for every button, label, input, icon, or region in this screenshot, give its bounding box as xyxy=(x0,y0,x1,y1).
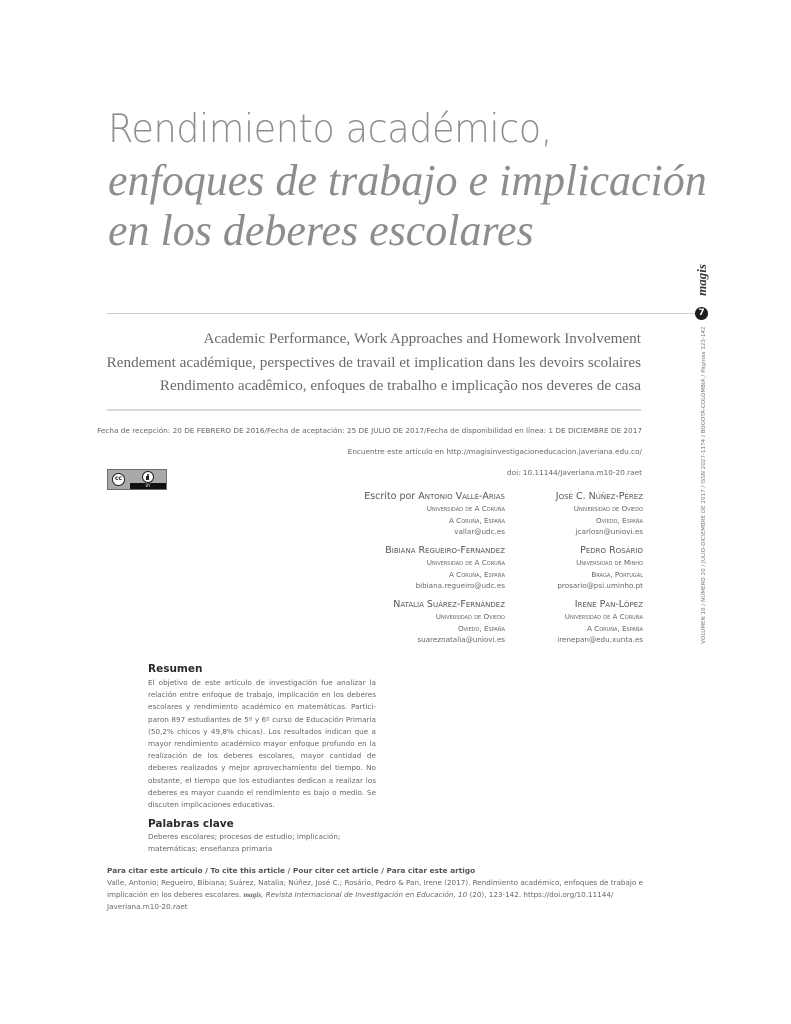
author-name: Irene Pan-López xyxy=(574,599,643,610)
publication-dates: Fecha de recepción: 20 DE FEBRERO DE 2016/Fecha de aceptación: 25 DE JULIO DE 2017/Fecha de disponibilidad en línea: 1 DE DICIEMBRE DE 2017 xyxy=(97,426,642,435)
middle-divider xyxy=(107,409,641,411)
author-name: Bibiana Regueiro-Fernández xyxy=(385,545,505,556)
author-email[interactable]: vallar@udc.es xyxy=(454,527,505,537)
author-block xyxy=(556,491,643,538)
keywords-heading: Palabras clave xyxy=(148,818,234,830)
keywords-text xyxy=(148,831,388,855)
author-block xyxy=(557,545,643,592)
author-location: Oviedo, España xyxy=(457,623,505,633)
citation-heading: Para citar este artículo / To cite this article / Pour citer cet article / Para citar este artigo xyxy=(107,866,476,875)
top-divider xyxy=(107,313,695,314)
author-block xyxy=(364,491,505,538)
keywords-line-1: Deberes escolares; procesos de estudio; implicación; xyxy=(148,832,341,841)
abstract-heading: Resumen xyxy=(148,663,203,675)
citation-journal-logo: magis xyxy=(243,891,262,899)
author-affiliation: Universidad de A Coruña xyxy=(564,612,643,621)
cc-icon: cc xyxy=(112,473,125,486)
attribution-icon xyxy=(142,471,154,483)
author-location: Braga, Portugal xyxy=(591,569,643,579)
author-name: José C. Núñez-Pérez xyxy=(555,491,643,502)
abstract-text: El objetivo de este artículo de investigación fue analizar la relación entre enfoque de trabajo, implicación en los deberes escolares y rendimiento académico en matemáticas. Participaron 897 estudiantes de 5º y 6º curso de Educación Primaria (50,2% chicos y 49,8% chicas). Los resultados indican que a mayor rendimiento académico mayor enfoque profundo en la realización de los deberes escolares, mayor cantidad de deberes realizados y mejor aprovechamiento del tiempo. No obstante, el tiempo que los estudiantes dedican a realizar los deberes es mayor cuando el rendimiento es bajo o medio. Se discuten implicaciones educativas. xyxy=(148,678,376,810)
author-block xyxy=(385,545,505,592)
author-location: A Coruña, España xyxy=(586,623,643,633)
author-location: A Coruña, España xyxy=(448,515,505,525)
by-label: BY xyxy=(130,483,166,489)
author-email[interactable]: irenepan@edu.xunta.es xyxy=(557,635,643,645)
author-email[interactable]: prosario@psi.uminho.pt xyxy=(557,581,643,591)
alternate-titles xyxy=(107,327,641,398)
author-block xyxy=(393,599,505,646)
citation-text xyxy=(107,877,647,913)
issue-info-vertical xyxy=(698,325,710,645)
author-email[interactable]: bibiana.regueiro@udc.es xyxy=(415,581,505,591)
citation-authors-title: Valle, Antonio; Regueiro, Bibiana; Suárez, Natalia; Núñez, José C.; Rosário, Pedro & Pan, Irene (2017). Rendimiento académico, enfoques de trabajo e implicación en los deberes escolares. xyxy=(107,878,643,899)
author-affiliation: Universidad de A Coruña xyxy=(426,558,505,567)
keywords-line-2: matemáticas; enseñanza primaria xyxy=(148,844,273,854)
author-email[interactable]: jcarlosn@uniovi.es xyxy=(575,527,643,537)
author-affiliation: Universidad de A Coruña xyxy=(426,504,505,513)
author-affiliation: Universidad de Oviedo xyxy=(435,612,505,621)
written-by-label: Escrito por xyxy=(364,491,416,502)
journal-logo xyxy=(690,260,714,300)
author-location: Oviedo, España xyxy=(595,515,643,525)
title-portuguese: Rendimento acadêmico, enfoques de trabalho e implicação nos deveres de casa xyxy=(159,377,641,394)
citation-journal-name: , Revista Internacional de Investigación en Educación, 10 xyxy=(261,890,468,899)
title-english: Academic Performance, Work Approaches and Homework Involvement xyxy=(203,330,641,347)
author-name: Natalia Suárez-Fernández xyxy=(393,599,505,610)
author-affiliation: Universidad de Oviedo xyxy=(573,504,643,513)
article-url-line[interactable]: Encuentre este artículo en http://magisinvestigacioneducacion.javeriana.edu.co/ xyxy=(347,447,642,456)
issue-info-text: VOLUMEN 10 / NÚMERO 20 / JULIO-DICIEMBRE DE 2017 / ISSN 2027-1174 / BOGOTÁ-COLOMBIA / Páginas 123-142 xyxy=(701,326,707,644)
article-title-line-1: Rendimiento académico, xyxy=(108,107,552,152)
author-block xyxy=(557,599,643,646)
citation-issue-doi[interactable]: (20), 123-142. https://doi.org/10.11144/ Javeriana.m10-20.raet xyxy=(107,890,614,911)
author-name: Antonio Valle-Arias xyxy=(418,491,505,502)
author-email[interactable]: suareznatalia@uniovi.es xyxy=(417,635,505,645)
title-french: Rendement académique, perspectives de travail et implication dans les devoirs scolaires xyxy=(106,353,641,371)
page-number-badge: 7 xyxy=(695,307,708,320)
journal-logo-text: magis xyxy=(694,264,709,296)
author-location: A Coruña, España xyxy=(448,569,505,579)
creative-commons-badge[interactable] xyxy=(107,469,167,490)
author-name: Pedro Rosário xyxy=(580,545,643,556)
doi[interactable]: doi: 10.11144/Javeriana.m10-20.raet xyxy=(507,468,642,477)
article-title-line-3: en los deberes escolares xyxy=(108,206,534,255)
article-title-line-2: enfoques de trabajo e implicación xyxy=(108,156,707,205)
author-affiliation: Universidad de Minho xyxy=(576,558,643,567)
